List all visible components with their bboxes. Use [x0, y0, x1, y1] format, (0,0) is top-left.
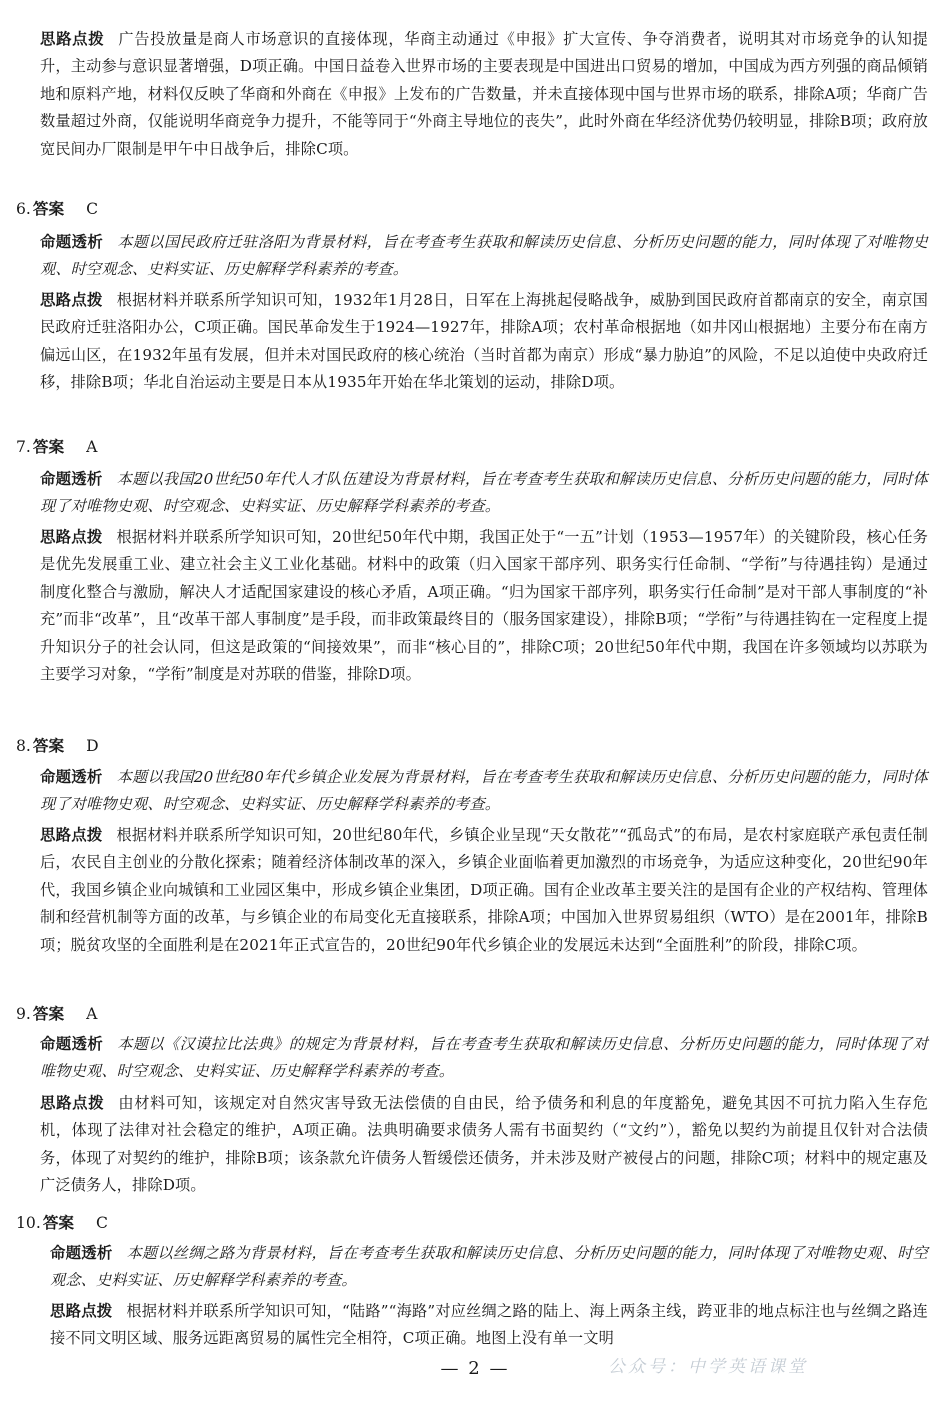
answer-label: 答案 [32, 1005, 65, 1023]
answer-value: C [96, 1214, 108, 1232]
label-silu: 思路点拨 [50, 1302, 113, 1320]
label-silu: 思路点拨 [40, 528, 103, 546]
label-touxi: 命题透析 [40, 768, 103, 786]
paragraph-silu-6 [40, 287, 928, 397]
page-number: — 2 — [440, 1358, 510, 1379]
answer-label: 答案 [32, 438, 65, 456]
paragraph-text: 根据材料并联系所学知识可知，“陆路”“海路”对应丝绸之路的陆上、海上两条主线，跨亚非的地点标注也与丝绸之路连接不同文明区域、服务远距离贸易的属性完全相符，C项正确。地图上没有单一文明 [50, 1302, 928, 1348]
paragraph-text: 本题以国民政府迁驻洛阳为背景材料，旨在考查考生获取和解读历史信息、分析历史问题的能力，同时体现了对唯物史观、时空观念、史料实证、历史解释学科素养的考查。 [40, 233, 928, 279]
label-touxi: 命题透析 [50, 1244, 113, 1262]
paragraph-touxi-7 [40, 466, 928, 521]
paragraph-text: 广告投放量是商人市场意识的直接体现，华商主动通过《申报》扩大宣传、争夺消费者，说明其对市场竞争的认知提升，主动参与意识显著增强，D项正确。中国日益卷入世界市场的主要表现是中国进出口贸易的增加，中国成为西方列强的商品倾销地和原料产地，材料仅反映了华商和外商在《申报》上发布的广告数量，并未直接体现中国与世界市场的联系，排除A项；华商广告数量超过外商，仅能说明华商竞争力提升，不能等同于“外商主导地位的丧失”，此时外商在华经济优势仍较明显，排除B项；政府放宽民间办厂限制是甲午中日战争后，排除C项。 [40, 30, 928, 158]
paragraph-text: 由材料可知，该规定对自然灾害导致无法偿债的自由民，给予债务和利息的年度豁免，避免其因不可抗力陷入生存危机，体现了法律对社会稳定的维护，A项正确。法典明确要求债务人需有书面契约（“文约”），豁免以契约为前提且仅针对合法债务，体现了对契约的维护，排除B项；该条款允许债务人暂缓偿还债务，并未涉及财产被侵占的问题，排除C项；材料中的规定惠及广泛债务人，排除D项。 [40, 1094, 928, 1195]
paragraph-touxi-6 [40, 229, 928, 284]
paragraph-touxi-9 [40, 1031, 928, 1086]
label-silu: 思路点拨 [40, 1094, 105, 1112]
label-silu: 思路点拨 [40, 826, 103, 844]
paragraph-text: 本题以《汉谟拉比法典》的规定为背景材料，旨在考查考生获取和解读历史信息、分析历史问题的能力，同时体现了对唯物史观、时空观念、史料实证、历史解释学科素养的考查。 [40, 1035, 928, 1081]
answer-label: 答案 [42, 1214, 75, 1232]
paragraph-text: 根据材料并联系所学知识可知，20世纪80年代，乡镇企业呈现“天女散花”“孤岛式”的布局，是农村家庭联产承包责任制后，农民自主创业的分散化探索；随着经济体制改革的深入，乡镇企业面临着更加激烈的市场竞争，为适应这种变化，20世纪90年代，我国乡镇企业向城镇和工业园区集中，形成乡镇企业集团，D项正确。国有企业改革主要关注的是国有企业的产权结构、管理体制和经营机制等方面的改革，与乡镇企业的布局变化无直接联系，排除A项；中国加入世界贸易组织（WTO）是在2001年，排除B项；脱贫攻坚的全面胜利是在2021年正式宣告的，20世纪90年代乡镇企业的发展远未达到“全面胜利”的阶段，排除C项。 [40, 826, 928, 954]
answer-value: A [86, 1005, 98, 1023]
paragraph-text: 根据材料并联系所学知识可知，1932年1月28日，日军在上海挑起侵略战争，威胁到国民政府首都南京的安全，南京国民政府迁驻洛阳办公，C项正确。国民革命发生于1924—1927年，排除A项；农村革命根据地（如井冈山根据地）主要分布在南方偏远山区，在1932年虽有发展，但并未对国民政府的核心统治（当时首都为南京）形成“暴力胁迫”的风险，不足以迫使中央政府迁移，排除B项；华北自治运动主要是日本从1935年开始在华北策划的运动，排除D项。 [40, 291, 929, 392]
label-touxi: 命题透析 [40, 233, 104, 251]
answer-value: D [86, 737, 99, 755]
paragraph-text: 本题以我国20世纪80年代乡镇企业发展为背景材料，旨在考查考生获取和解读历史信息、分析历史问题的能力，同时体现了对唯物史观、时空观念、史料实证、历史解释学科素养的考查。 [40, 768, 928, 814]
question-number: 9. [16, 1005, 31, 1023]
paragraph-touxi-10 [50, 1240, 928, 1295]
question-number: 8. [16, 737, 31, 755]
label-touxi: 命题透析 [40, 1035, 104, 1053]
answer-heading-8 [16, 733, 99, 760]
paragraph-silu-8 [40, 822, 928, 959]
label-silu: 思路点拨 [40, 30, 105, 48]
answer-heading-7 [16, 434, 97, 461]
question-number: 6. [16, 200, 31, 218]
answer-heading-10 [16, 1210, 108, 1237]
watermark: 公众号：中学英语课堂 [608, 1357, 808, 1377]
paragraph-text: 根据材料并联系所学知识可知，20世纪50年代中期，我国正处于“一五”计划（1953—1957年）的关键阶段，核心任务是优先发展重工业、建立社会主义工业化基础。材料中的政策（归入国家干部序列、职务实行任命制、“学衔”与待遇挂钩）是通过制度化整合与激励，解决人才适配国家建设的核心矛盾，A项正确。“归为国家干部序列，职务实行任命制”是对干部人事制度的“补充”而非“改革”，且“改革干部人事制度”是手段，而非政策最终目的（服务国家建设），排除B项；“学衔”与待遇挂钩在一定程度上提升知识分子的社会认同，但这是政策的“间接效果”，而非“核心目的”，排除C项；20世纪50年代中期，我国在许多领域均以苏联为主要学习对象，“学衔”制度是对苏联的借鉴，排除D项。 [40, 528, 928, 684]
label-silu: 思路点拨 [40, 291, 103, 309]
answer-value: A [86, 438, 98, 456]
paragraph-silu-10 [50, 1298, 928, 1353]
answer-label: 答案 [32, 737, 65, 755]
paragraph-silu-5 [40, 26, 928, 163]
answer-label: 答案 [32, 200, 65, 218]
answer-heading-9 [16, 1001, 97, 1028]
paragraph-text: 本题以丝绸之路为背景材料，旨在考查考生获取和解读历史信息、分析历史问题的能力，同时体现了对唯物史观、时空观念、史料实证、历史解释学科素养的考查。 [50, 1244, 928, 1290]
answer-value: C [86, 200, 99, 218]
question-number: 7. [16, 438, 31, 456]
answer-heading-6 [16, 196, 98, 223]
paragraph-silu-7 [40, 524, 928, 688]
paragraph-touxi-8 [40, 764, 928, 819]
paragraph-silu-9 [40, 1090, 928, 1200]
paragraph-text: 本题以我国20世纪50年代人才队伍建设为背景材料，旨在考查考生获取和解读历史信息、分析历史问题的能力，同时体现了对唯物史观、时空观念、史料实证、历史解释学科素养的考查。 [40, 470, 928, 516]
question-number: 10. [16, 1214, 41, 1232]
label-touxi: 命题透析 [40, 470, 103, 488]
